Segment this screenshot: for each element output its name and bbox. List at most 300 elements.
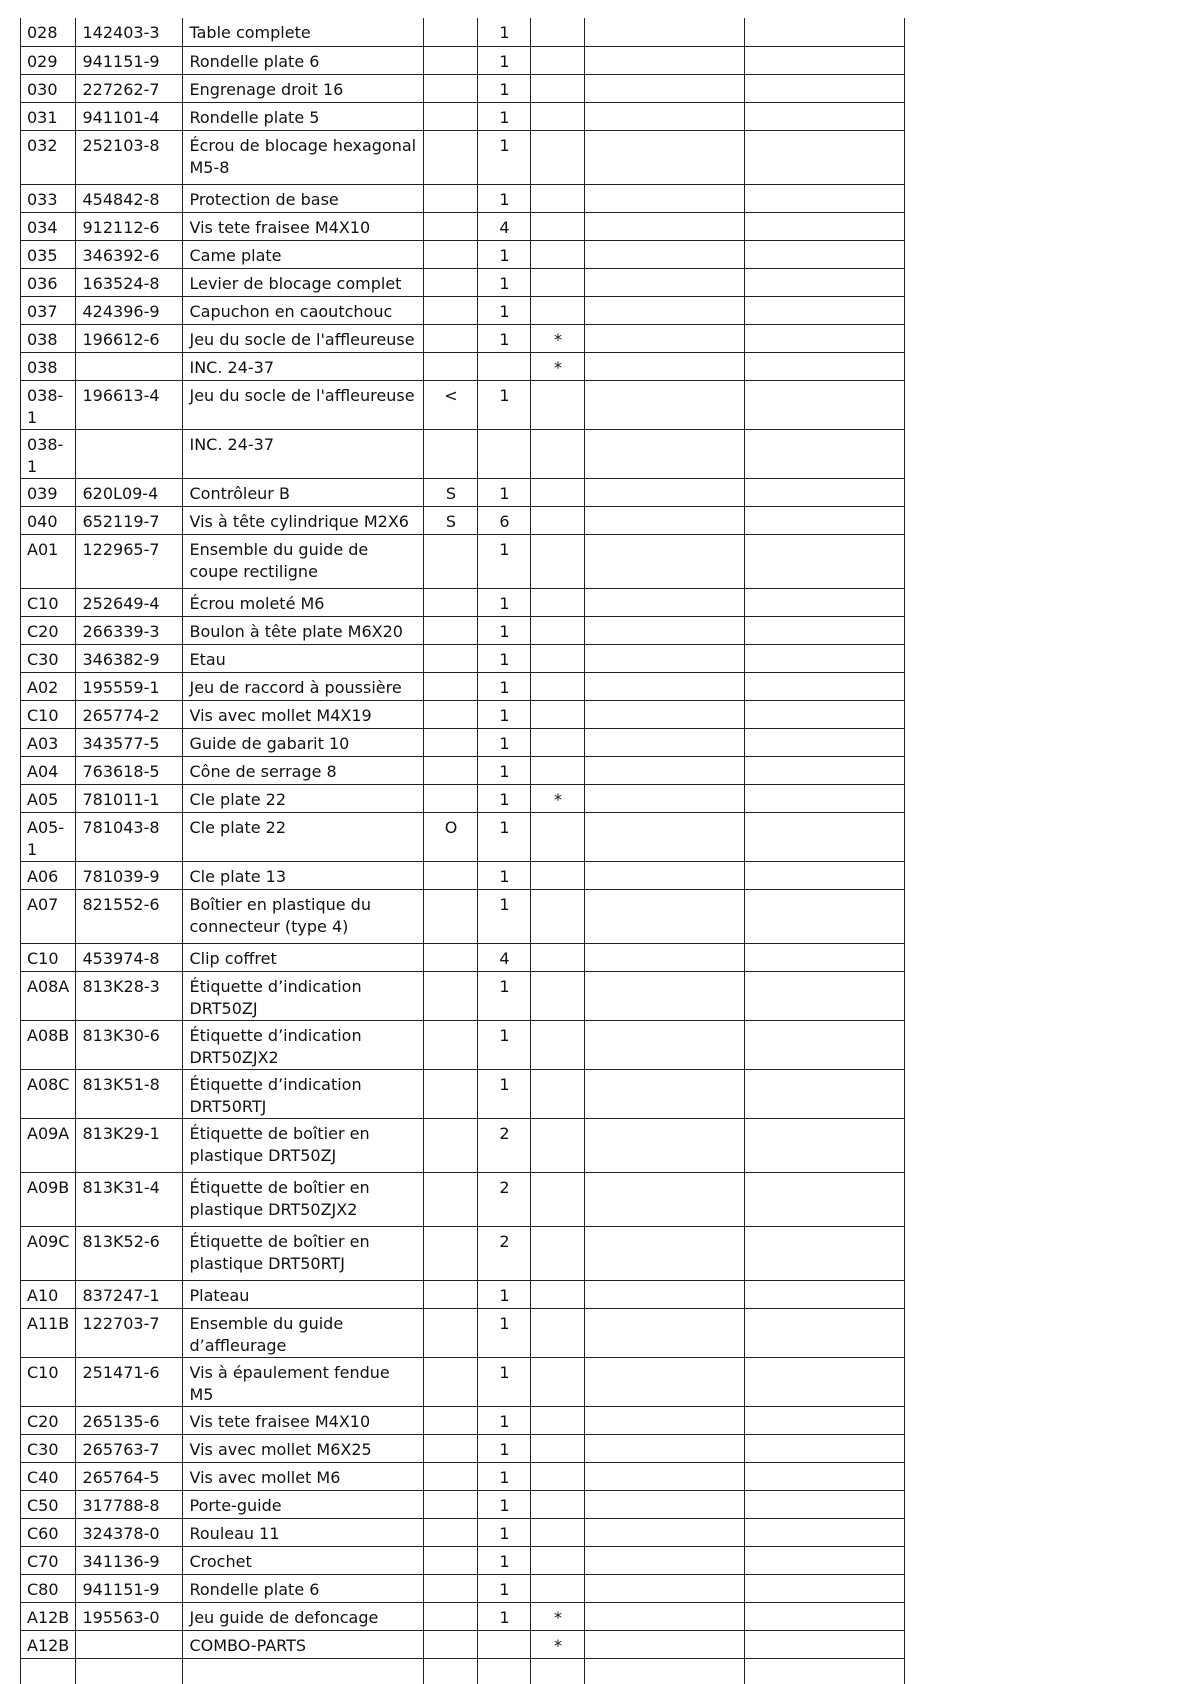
description-cell: Came plate (183, 240, 424, 268)
part-number-cell: 252649-4 (76, 588, 183, 616)
blank-cell-2 (745, 1172, 905, 1226)
blank-cell-1 (585, 1602, 745, 1630)
quantity-cell: 1 (478, 240, 531, 268)
description-cell: Table complete (183, 18, 424, 46)
item-number-cell: A07 (21, 889, 76, 943)
note-mark-cell (531, 672, 585, 700)
table-row (21, 943, 905, 971)
note-mark-cell (531, 644, 585, 672)
blank-cell-2 (745, 74, 905, 102)
code-cell (424, 1357, 478, 1406)
description-cell: Porte-guide (183, 1490, 424, 1518)
item-number-cell: A02 (21, 672, 76, 700)
part-number-cell: 912112-6 (76, 212, 183, 240)
blank-cell-2 (745, 429, 905, 478)
table-row (21, 861, 905, 889)
note-mark-cell (531, 130, 585, 184)
quantity-cell: 1 (478, 728, 531, 756)
code-cell (424, 1172, 478, 1226)
note-mark-cell (531, 1518, 585, 1546)
description-cell: Capuchon en caoutchouc (183, 296, 424, 324)
table-row (21, 380, 905, 429)
item-number-cell: C20 (21, 1406, 76, 1434)
table-row (21, 616, 905, 644)
description-cell: Boîtier en plastique du connecteur (type 4) (183, 889, 424, 943)
code-cell (424, 1574, 478, 1602)
description-cell: Boulon à tête plate M6X20 (183, 616, 424, 644)
item-number-cell: 034 (21, 212, 76, 240)
table-row (21, 1490, 905, 1518)
part-number-cell: 454842-8 (76, 184, 183, 212)
quantity-cell: 6 (478, 506, 531, 534)
note-mark-cell (531, 1118, 585, 1172)
blank-cell-2 (745, 943, 905, 971)
code-cell (424, 102, 478, 130)
blank-cell-2 (745, 1462, 905, 1490)
quantity-cell: 1 (478, 588, 531, 616)
quantity-cell: 1 (478, 756, 531, 784)
table-row (21, 240, 905, 268)
blank-cell-2 (745, 1490, 905, 1518)
blank-cell-1 (585, 1546, 745, 1574)
code-cell (424, 1546, 478, 1574)
part-number-cell: 265774-2 (76, 700, 183, 728)
part-number-cell: 424396-9 (76, 296, 183, 324)
table-row (21, 1118, 905, 1172)
code-cell (424, 18, 478, 46)
table-row (21, 1518, 905, 1546)
description-cell: Écrou moleté M6 (183, 588, 424, 616)
blank-cell-2 (745, 1630, 905, 1658)
code-cell (424, 46, 478, 74)
table-row (21, 1226, 905, 1280)
part-number-cell: 813K51-8 (76, 1069, 183, 1118)
code-cell (424, 1280, 478, 1308)
part-number-cell: 341136-9 (76, 1546, 183, 1574)
blank-cell-1 (585, 429, 745, 478)
part-number-cell: 620L09-4 (76, 478, 183, 506)
table-row (21, 324, 905, 352)
table-row (21, 478, 905, 506)
item-number-cell: 030 (21, 74, 76, 102)
quantity-cell: 1 (478, 700, 531, 728)
quantity-cell (478, 1630, 531, 1658)
description-cell: Crochet (183, 1546, 424, 1574)
description-cell: Étiquette de boîtier en plastique DRT50ZJ (183, 1118, 424, 1172)
code-cell (424, 1490, 478, 1518)
description-cell: Rondelle plate 5 (183, 102, 424, 130)
code-cell (424, 784, 478, 812)
empty-cell (424, 1658, 478, 1684)
blank-cell-1 (585, 1630, 745, 1658)
blank-cell-2 (745, 889, 905, 943)
item-number-cell: C10 (21, 1357, 76, 1406)
blank-cell-1 (585, 1574, 745, 1602)
blank-cell-2 (745, 1518, 905, 1546)
note-mark-cell (531, 74, 585, 102)
blank-cell-1 (585, 1490, 745, 1518)
blank-cell-1 (585, 943, 745, 971)
quantity-cell: 2 (478, 1118, 531, 1172)
blank-cell-1 (585, 1308, 745, 1357)
blank-cell-2 (745, 1574, 905, 1602)
quantity-cell: 1 (478, 130, 531, 184)
item-number-cell: 039 (21, 478, 76, 506)
quantity-cell: 1 (478, 296, 531, 324)
code-cell (424, 1020, 478, 1069)
table-row (21, 1602, 905, 1630)
note-mark-cell (531, 728, 585, 756)
table-row (21, 1546, 905, 1574)
parts-list-table (20, 18, 905, 1684)
description-cell: Jeu du socle de l'affleureuse (183, 380, 424, 429)
code-cell (424, 1226, 478, 1280)
note-mark-cell (531, 616, 585, 644)
blank-cell-2 (745, 240, 905, 268)
note-mark-cell (531, 588, 585, 616)
item-number-cell: 038-1 (21, 380, 76, 429)
part-number-cell: 763618-5 (76, 756, 183, 784)
blank-cell-2 (745, 1226, 905, 1280)
table-row (21, 18, 905, 46)
quantity-cell: 1 (478, 184, 531, 212)
quantity-cell: 1 (478, 1020, 531, 1069)
item-number-cell: 036 (21, 268, 76, 296)
part-number-cell (76, 429, 183, 478)
part-number-cell: 453974-8 (76, 943, 183, 971)
blank-cell-1 (585, 74, 745, 102)
quantity-cell: 2 (478, 1172, 531, 1226)
description-cell: Vis avec mollet M4X19 (183, 700, 424, 728)
code-cell (424, 672, 478, 700)
description-cell: Étiquette d’indication DRT50RTJ (183, 1069, 424, 1118)
code-cell (424, 1434, 478, 1462)
item-number-cell: 032 (21, 130, 76, 184)
code-cell: S (424, 506, 478, 534)
code-cell (424, 130, 478, 184)
quantity-cell (478, 352, 531, 380)
table-row (21, 506, 905, 534)
note-mark-cell: * (531, 1630, 585, 1658)
part-number-cell: 941151-9 (76, 1574, 183, 1602)
table-row (21, 429, 905, 478)
item-number-cell: C10 (21, 588, 76, 616)
blank-cell-2 (745, 971, 905, 1020)
quantity-cell: 1 (478, 18, 531, 46)
quantity-cell: 1 (478, 672, 531, 700)
table-row (21, 74, 905, 102)
item-number-cell: 031 (21, 102, 76, 130)
item-number-cell: A09A (21, 1118, 76, 1172)
description-cell: Vis avec mollet M6X25 (183, 1434, 424, 1462)
note-mark-cell (531, 212, 585, 240)
part-number-cell: 941151-9 (76, 46, 183, 74)
note-mark-cell: * (531, 784, 585, 812)
code-cell (424, 1518, 478, 1546)
code-cell (424, 1406, 478, 1434)
parts-list-body (21, 18, 905, 1684)
description-cell: Cle plate 22 (183, 784, 424, 812)
item-number-cell: 038 (21, 352, 76, 380)
table-row-continuation (21, 1658, 905, 1684)
part-number-cell: 265135-6 (76, 1406, 183, 1434)
table-row (21, 184, 905, 212)
blank-cell-2 (745, 812, 905, 861)
blank-cell-1 (585, 324, 745, 352)
part-number-cell (76, 352, 183, 380)
quantity-cell: 1 (478, 784, 531, 812)
code-cell: S (424, 478, 478, 506)
blank-cell-1 (585, 728, 745, 756)
part-number-cell: 265763-7 (76, 1434, 183, 1462)
quantity-cell: 1 (478, 1069, 531, 1118)
code-cell (424, 1118, 478, 1172)
blank-cell-1 (585, 812, 745, 861)
blank-cell-1 (585, 268, 745, 296)
quantity-cell: 1 (478, 889, 531, 943)
blank-cell-2 (745, 324, 905, 352)
code-cell: O (424, 812, 478, 861)
blank-cell-2 (745, 784, 905, 812)
quantity-cell: 1 (478, 46, 531, 74)
item-number-cell: 038 (21, 324, 76, 352)
quantity-cell: 1 (478, 74, 531, 102)
table-row (21, 130, 905, 184)
description-cell: Guide de gabarit 10 (183, 728, 424, 756)
blank-cell-1 (585, 588, 745, 616)
item-number-cell: A12B (21, 1602, 76, 1630)
part-number-cell: 343577-5 (76, 728, 183, 756)
code-cell (424, 74, 478, 102)
blank-cell-2 (745, 1602, 905, 1630)
blank-cell-1 (585, 1462, 745, 1490)
item-number-cell: C50 (21, 1490, 76, 1518)
code-cell: < (424, 380, 478, 429)
item-number-cell: 028 (21, 18, 76, 46)
code-cell (424, 588, 478, 616)
part-number-cell: 652119-7 (76, 506, 183, 534)
blank-cell-1 (585, 296, 745, 324)
code-cell (424, 296, 478, 324)
quantity-cell (478, 429, 531, 478)
blank-cell-1 (585, 784, 745, 812)
part-number-cell: 122965-7 (76, 534, 183, 588)
note-mark-cell (531, 534, 585, 588)
blank-cell-1 (585, 1357, 745, 1406)
description-cell: Clip coffret (183, 943, 424, 971)
part-number-cell: 163524-8 (76, 268, 183, 296)
table-row (21, 728, 905, 756)
description-cell: Rondelle plate 6 (183, 1574, 424, 1602)
part-number-cell: 781043-8 (76, 812, 183, 861)
description-cell: Vis à épaulement fendue M5 (183, 1357, 424, 1406)
note-mark-cell (531, 861, 585, 889)
item-number-cell: C70 (21, 1546, 76, 1574)
quantity-cell: 1 (478, 1280, 531, 1308)
part-number-cell: 142403-3 (76, 18, 183, 46)
table-row (21, 1020, 905, 1069)
note-mark-cell (531, 1226, 585, 1280)
description-cell: Etau (183, 644, 424, 672)
table-row (21, 212, 905, 240)
code-cell (424, 268, 478, 296)
part-number-cell: 196613-4 (76, 380, 183, 429)
table-row (21, 1308, 905, 1357)
description-cell: Vis tete fraisee M4X10 (183, 1406, 424, 1434)
item-number-cell: C10 (21, 943, 76, 971)
blank-cell-2 (745, 672, 905, 700)
quantity-cell: 1 (478, 971, 531, 1020)
item-number-cell: A11B (21, 1308, 76, 1357)
blank-cell-2 (745, 102, 905, 130)
note-mark-cell (531, 1546, 585, 1574)
part-number-cell: 251471-6 (76, 1357, 183, 1406)
description-cell: Cle plate 22 (183, 812, 424, 861)
code-cell (424, 644, 478, 672)
description-cell: COMBO-PARTS (183, 1630, 424, 1658)
description-cell: Jeu du socle de l'affleureuse (183, 324, 424, 352)
note-mark-cell (531, 429, 585, 478)
table-row (21, 352, 905, 380)
note-mark-cell (531, 812, 585, 861)
blank-cell-2 (745, 1546, 905, 1574)
note-mark-cell (531, 240, 585, 268)
note-mark-cell (531, 1172, 585, 1226)
note-mark-cell: * (531, 324, 585, 352)
quantity-cell: 1 (478, 1434, 531, 1462)
blank-cell-2 (745, 644, 905, 672)
item-number-cell: 035 (21, 240, 76, 268)
code-cell (424, 1462, 478, 1490)
note-mark-cell (531, 1308, 585, 1357)
part-number-cell (76, 1630, 183, 1658)
note-mark-cell (531, 102, 585, 130)
table-row (21, 889, 905, 943)
blank-cell-1 (585, 46, 745, 74)
code-cell (424, 1308, 478, 1357)
note-mark-cell (531, 1434, 585, 1462)
blank-cell-2 (745, 506, 905, 534)
table-row (21, 1462, 905, 1490)
part-number-cell: 196612-6 (76, 324, 183, 352)
code-cell (424, 616, 478, 644)
blank-cell-1 (585, 644, 745, 672)
quantity-cell: 1 (478, 534, 531, 588)
quantity-cell: 1 (478, 812, 531, 861)
quantity-cell: 1 (478, 268, 531, 296)
blank-cell-1 (585, 1406, 745, 1434)
blank-cell-2 (745, 380, 905, 429)
table-row (21, 296, 905, 324)
part-number-cell: 781039-9 (76, 861, 183, 889)
note-mark-cell (531, 506, 585, 534)
description-cell: Engrenage droit 16 (183, 74, 424, 102)
code-cell (424, 756, 478, 784)
item-number-cell: A05-1 (21, 812, 76, 861)
part-number-cell: 813K28-3 (76, 971, 183, 1020)
table-row (21, 1574, 905, 1602)
blank-cell-2 (745, 1118, 905, 1172)
description-cell: INC. 24-37 (183, 352, 424, 380)
description-cell: Écrou de blocage hexagonal M5-8 (183, 130, 424, 184)
code-cell (424, 534, 478, 588)
note-mark-cell (531, 1020, 585, 1069)
description-cell: Ensemble du guide de coupe rectiligne (183, 534, 424, 588)
note-mark-cell (531, 1462, 585, 1490)
description-cell: Cle plate 13 (183, 861, 424, 889)
table-row (21, 1406, 905, 1434)
part-number-cell: 324378-0 (76, 1518, 183, 1546)
table-row (21, 102, 905, 130)
item-number-cell: A09B (21, 1172, 76, 1226)
blank-cell-1 (585, 1118, 745, 1172)
empty-cell (183, 1658, 424, 1684)
description-cell: Rouleau 11 (183, 1518, 424, 1546)
part-number-cell: 813K52-6 (76, 1226, 183, 1280)
note-mark-cell (531, 46, 585, 74)
blank-cell-2 (745, 728, 905, 756)
table-row (21, 1434, 905, 1462)
item-number-cell: C30 (21, 644, 76, 672)
empty-cell (76, 1658, 183, 1684)
description-cell: INC. 24-37 (183, 429, 424, 478)
description-cell: Levier de blocage complet (183, 268, 424, 296)
blank-cell-1 (585, 756, 745, 784)
table-row (21, 700, 905, 728)
table-row (21, 644, 905, 672)
item-number-cell: A08B (21, 1020, 76, 1069)
table-row (21, 812, 905, 861)
description-cell: Cône de serrage 8 (183, 756, 424, 784)
part-number-cell: 837247-1 (76, 1280, 183, 1308)
code-cell (424, 943, 478, 971)
note-mark-cell (531, 478, 585, 506)
blank-cell-1 (585, 1226, 745, 1280)
empty-cell (21, 1658, 76, 1684)
table-row (21, 784, 905, 812)
item-number-cell: C40 (21, 1462, 76, 1490)
table-row (21, 1172, 905, 1226)
quantity-cell: 1 (478, 644, 531, 672)
code-cell (424, 1069, 478, 1118)
table-row (21, 534, 905, 588)
item-number-cell: 038-1 (21, 429, 76, 478)
description-cell: Étiquette d’indication DRT50ZJ (183, 971, 424, 1020)
table-row (21, 1069, 905, 1118)
item-number-cell: C20 (21, 616, 76, 644)
item-number-cell: A06 (21, 861, 76, 889)
blank-cell-2 (745, 296, 905, 324)
blank-cell-2 (745, 130, 905, 184)
code-cell (424, 971, 478, 1020)
part-number-cell: 813K31-4 (76, 1172, 183, 1226)
code-cell (424, 324, 478, 352)
quantity-cell: 1 (478, 102, 531, 130)
description-cell: Vis à tête cylindrique M2X6 (183, 506, 424, 534)
blank-cell-2 (745, 46, 905, 74)
blank-cell-1 (585, 1518, 745, 1546)
item-number-cell: A01 (21, 534, 76, 588)
blank-cell-1 (585, 889, 745, 943)
blank-cell-2 (745, 756, 905, 784)
table-row (21, 588, 905, 616)
note-mark-cell (531, 18, 585, 46)
item-number-cell: 040 (21, 506, 76, 534)
note-mark-cell (531, 268, 585, 296)
quantity-cell: 4 (478, 212, 531, 240)
blank-cell-1 (585, 616, 745, 644)
blank-cell-1 (585, 184, 745, 212)
